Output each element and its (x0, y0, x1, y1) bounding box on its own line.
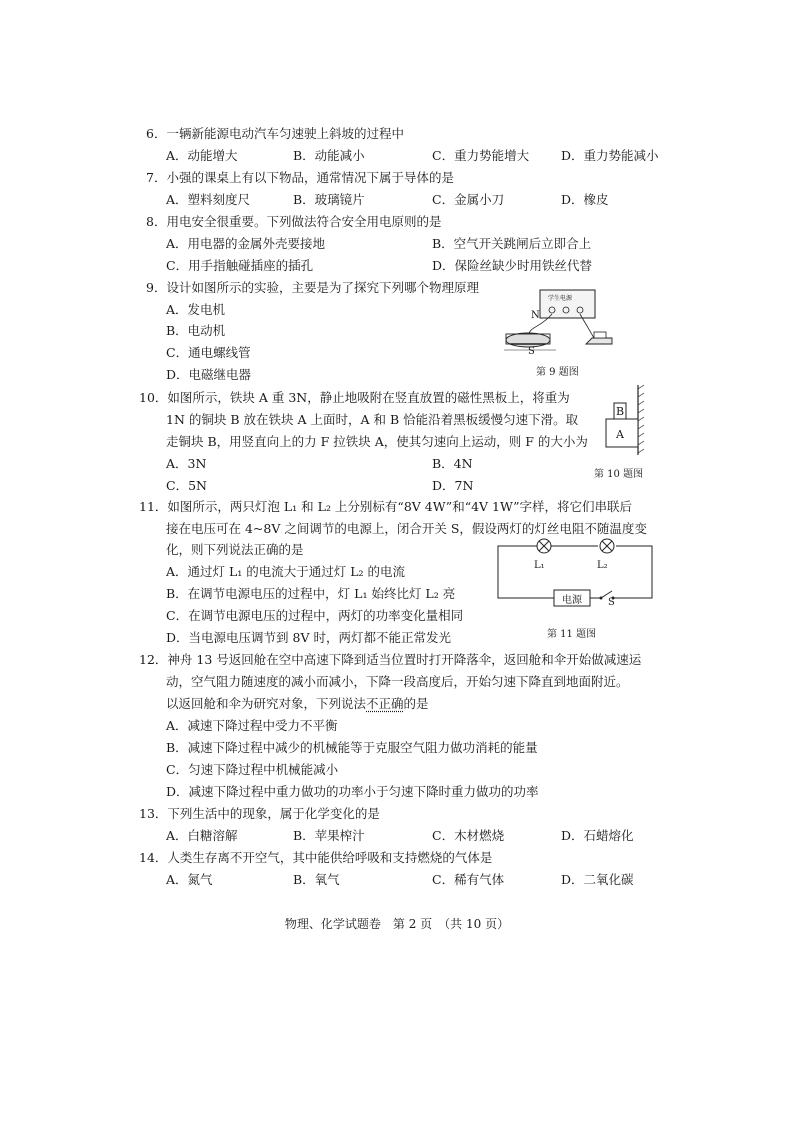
q11-line-2: 接在电压可在 4~8V 之间调节的电源上，闭合开关 S，假设两灯的灯丝电阻不随温度变 (166, 521, 647, 536)
q6-option-a: A．动能增大 (166, 148, 238, 163)
q11-line-3: 化，则下列说法正确的是 (166, 542, 304, 557)
q6-option-b: B．动能减小 (293, 148, 365, 163)
q14-option-c: C．稀有气体 (432, 872, 505, 887)
q9-pole-n: N (531, 310, 540, 321)
q11-label-l1: L₁ (534, 560, 545, 571)
q11-option-a: A．通过灯 L₁ 的电流大于通过灯 L₂ 的电流 (166, 564, 406, 579)
q13-option-a: A．白糖溶解 (166, 828, 238, 843)
q12-line-3-after: 的是 (403, 696, 429, 711)
q10-line-1: 10．如图所示，铁块 A 重 3N，静止地吸附在竖直放置的磁性黑板上，将重为 (139, 390, 570, 405)
q11-option-b: B．在调节电源电压的过程中，灯 L₁ 始终比灯 L₂ 亮 (166, 586, 456, 601)
q10-option-b: B．4N (432, 456, 473, 471)
q7-option-c: C．金属小刀 (432, 192, 505, 207)
q10-block-a: A (616, 428, 624, 441)
q9-meter-label: 学生电源 (548, 295, 573, 302)
q10-figure (600, 385, 650, 460)
q8-option-d: D．保险丝缺少时用铁丝代替 (432, 258, 593, 273)
q10-option-c: C．5N (166, 478, 207, 493)
q8-option-b: B．空气开关跳闸后立即合上 (432, 236, 592, 251)
q12-line-3-before: 以返回舱和伞为研究对象，下列说法 (166, 696, 367, 711)
q9-option-a: A．发电机 (166, 302, 226, 317)
q8-stem: 8．用电安全很重要。下列做法符合安全用电原则的是 (146, 214, 442, 229)
q6-option-c: C．重力势能增大 (432, 148, 530, 163)
q13-option-d: D．石蜡熔化 (561, 828, 634, 843)
q6-stem: 6．一辆新能源电动汽车匀速驶上斜坡的过程中 (146, 126, 404, 141)
q10-block-b: B (616, 405, 625, 418)
page-footer: 物理、化学试题卷 第 2 页 （共 10 页） (284, 917, 510, 931)
q11-option-d: D．当电源电压调节到 8V 时，两灯都不能正常发光 (166, 630, 451, 645)
q12-line-1: 12．神舟 13 号返回舱在空中高速下降到适当位置时打开降落伞，返回舱和伞开始做减速运 (139, 652, 642, 667)
q7-stem: 7．小强的课桌上有以下物品，通常情况下属于导体的是 (146, 170, 454, 185)
q12-option-d: D．减速下降过程中重力做功的功率小于匀速下降时重力做功的功率 (166, 784, 539, 799)
q7-option-a: A．塑料刻度尺 (166, 192, 251, 207)
q11-label-switch: S (608, 597, 615, 608)
q7-option-d: D．橡皮 (561, 192, 609, 207)
q8-option-c: C．用手指触碰插座的插孔 (166, 258, 314, 273)
q14-option-d: D．二氧化碳 (561, 872, 634, 887)
q12-option-a: A．减速下降过程中受力不平衡 (166, 718, 338, 733)
q12-option-c: C．匀速下降过程中机械能减小 (166, 762, 339, 777)
q7-option-b: B．玻璃镜片 (293, 192, 365, 207)
q9-option-b: B．电动机 (166, 323, 226, 338)
q10-option-a: A．3N (166, 456, 207, 471)
q13-stem: 13．下列生活中的现象，属于化学变化的是 (139, 806, 380, 821)
q11-label-l2: L₂ (597, 560, 608, 571)
q6-option-d: D．重力势能减小 (561, 148, 659, 163)
q13-option-c: C．木材燃烧 (432, 828, 505, 843)
q11-label-source: 电源 (562, 595, 582, 606)
q12-emphasis-not-correct: 不正确 (366, 696, 404, 711)
q10-figure-caption: 第 10 题图 (594, 469, 644, 480)
q9-figure-caption: 第 9 题图 (536, 367, 579, 378)
q10-option-d: D．7N (432, 478, 474, 493)
q9-pole-s: S (528, 346, 535, 357)
q10-line-3: 走铜块 B，用竖直向上的力 F 拉铁块 A，使其匀速向上运动，则 F 的大小为 (166, 434, 588, 449)
q9-stem: 9．设计如图所示的实验，主要是为了探究下列哪个物理原理 (146, 280, 479, 295)
q12-line-3 (166, 695, 429, 713)
q12-option-b: B．减速下降过程中减少的机械能等于克服空气阻力做功消耗的能量 (166, 740, 538, 755)
q12-line-2: 动，空气阻力随速度的减小而减小，下降一段高度后，开始匀速下降直到地面附近。 (166, 674, 629, 689)
q9-option-d: D．电磁继电器 (166, 367, 252, 382)
q9-option-c: C．通电螺线管 (166, 345, 251, 360)
q8-option-a: A．用电器的金属外壳要接地 (166, 236, 326, 251)
q11-figure-caption: 第 11 题图 (547, 629, 597, 640)
q10-line-2: 1N 的铜块 B 放在铁块 A 上面时，A 和 B 恰能沿着黑板缓慢匀速下滑。取 (166, 412, 579, 427)
q14-option-b: B．氧气 (293, 872, 340, 887)
q11-line-1: 11．如图所示，两只灯泡 L₁ 和 L₂ 上分别标有“8V 4W”和“4V 1W”字样，将它们串联后 (139, 499, 632, 514)
q14-option-a: A．氮气 (166, 872, 213, 887)
q14-stem: 14．人类生存离不开空气，其中能供给呼吸和支持燃烧的气体是 (139, 850, 493, 865)
q11-option-c: C．在调节电源电压的过程中，两灯的功率变化量相同 (166, 608, 464, 623)
q13-option-b: B．苹果榨汁 (293, 828, 365, 843)
